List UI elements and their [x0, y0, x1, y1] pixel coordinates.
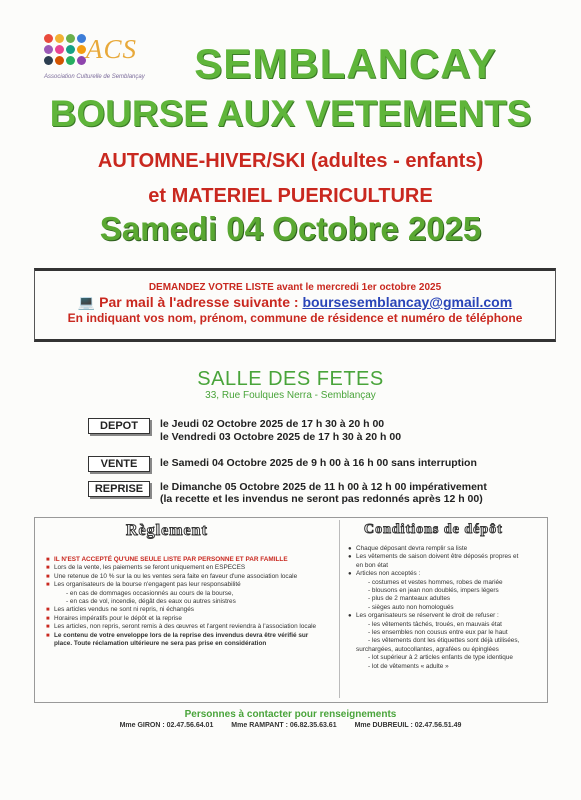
depot-label: DEPOT — [88, 418, 150, 434]
bullet-icon: ■ — [46, 607, 50, 614]
item-text: place. Toute réclamation ultérieure ne sera pas prise en considération — [54, 640, 267, 648]
rule-item — [46, 556, 316, 564]
depot-line-2: le Vendredi 03 Octobre 2025 de 17 h 30 à 20 h 00 — [160, 431, 402, 443]
item-text: - en cas de dommages occasionnés au cours de la bourse, — [66, 589, 234, 597]
reprise-label: REPRISE — [88, 481, 150, 497]
logo-association-name: Association Culturelle de Semblançay — [44, 74, 145, 80]
item-text: - costumes et vestes hommes, robes de mariée — [368, 578, 503, 586]
reprise-line-1: le Dimanche 05 Octobre 2025 de 11 h 00 à 12 h 00 impérativement — [160, 481, 487, 493]
logo-acs: ACS — [86, 34, 138, 64]
contact-person: Mme RAMPANT : 06.82.35.63.61 — [231, 722, 337, 729]
item-text: Horaires impératifs pour le dépôt et la reprise — [54, 614, 182, 622]
condition-item — [356, 621, 519, 629]
item-text: Les vêtements de saison doivent être déposés propres et — [356, 553, 519, 561]
computer-icon: 💻 — [77, 294, 96, 310]
item-text: Articles non acceptés : — [356, 570, 421, 578]
item-text: Chaque déposant devra remplir sa liste — [356, 545, 468, 552]
rule-item — [54, 640, 316, 648]
condition-item — [348, 612, 519, 620]
contact-person: Mme GIRON : 02.47.56.64.01 — [119, 722, 214, 729]
condition-item — [356, 595, 519, 603]
rule-item — [54, 590, 316, 598]
item-text: - les ensembles non cousus entre eux par le haut — [368, 629, 508, 637]
request-deadline: DEMANDEZ VOTRE LISTE avant le mercredi 1er octobre 2025 — [148, 282, 442, 293]
condition-item — [356, 587, 519, 595]
item-text: Lors de la vente, les paiements se feront uniquement en ESPECES — [54, 564, 246, 572]
reglement-list — [46, 556, 317, 648]
item-text: - en cas de vol, incendie, dégât des eaux ou autres sinistres — [66, 598, 236, 606]
venue-name: SALLE DES FETES — [197, 368, 384, 390]
rule-item — [54, 598, 316, 606]
event-title: BOURSE AUX VETEMENTS — [49, 93, 532, 134]
condition-item — [356, 654, 519, 662]
condition-item — [356, 637, 519, 645]
request-instructions: En indiquant vos nom, prénom, commune de résidence et numéro de téléphone — [67, 311, 523, 325]
item-text: Les organisateurs se réservent le droit de refuser : — [356, 612, 499, 620]
condition-item — [348, 553, 519, 561]
extra-subtitle: et MATERIEL PUERICULTURE — [148, 185, 433, 207]
rule-item — [46, 572, 316, 581]
item-text: - les vêtements dont les étiquettes sont déjà utilisées, — [368, 637, 520, 645]
bullet-icon: ■ — [46, 582, 50, 589]
conditions-title: Conditions de dépôt — [364, 522, 503, 537]
bullet-icon: ■ — [46, 632, 50, 639]
item-text: - lot de vêtements « adulte » — [368, 662, 449, 670]
condition-item — [356, 646, 519, 654]
vente-line: le Samedi 04 Octobre 2025 de 9 h 00 à 16 h 00 sans interruption — [160, 457, 477, 469]
town-title: SEMBLANCAY — [194, 40, 497, 87]
conditions-list — [348, 545, 520, 671]
bullet-icon: ■ — [46, 565, 50, 572]
request-email-line — [34, 294, 556, 311]
contacts-list — [0, 722, 581, 729]
item-text: - lot supérieur à 2 articles enfants de type identique — [368, 654, 513, 662]
item-text: Les articles, non repris, seront remis à des œuvres et l'argent reviendra à l'association locale — [54, 623, 317, 631]
email-link[interactable]: boursesemblancay@gmail.com — [302, 294, 513, 310]
condition-item — [356, 604, 519, 612]
bullet-icon: ● — [348, 613, 352, 620]
item-text: - sièges auto non homologués — [368, 603, 454, 611]
bullet-icon: ■ — [46, 557, 50, 563]
panel-divider — [339, 520, 340, 698]
rule-item — [46, 631, 316, 640]
condition-item — [356, 629, 519, 637]
item-text: surchargées, autocollantes, agrafées ou épinglées — [356, 645, 499, 653]
item-text: IL N'EST ACCEPTÉ QU'UNE SEULE LISTE PAR PERSONNE ET PAR FAMILLE — [54, 556, 288, 563]
rule-item — [46, 614, 316, 623]
reglement-title: Règlement — [126, 522, 208, 539]
rule-item — [46, 581, 316, 589]
item-text: - plus de 2 manteaux adultes — [368, 595, 451, 603]
reprise-line-2: (la recette et les invendus ne seront pas redonnés après 12 h 00) — [160, 493, 483, 505]
bullet-icon: ■ — [46, 573, 50, 580]
depot-line-1: le Jeudi 02 Octobre 2025 de 17 h 30 à 20 h 00 — [160, 418, 385, 430]
bullet-icon: ■ — [46, 615, 50, 622]
request-email-prefix: Par mail à l'adresse suivante : — [99, 294, 303, 310]
contact-person: Mme DUBREUIL : 02.47.56.51.49 — [354, 722, 462, 729]
condition-item — [356, 579, 519, 587]
item-text: Les articles vendus ne sont ni repris, ni échangés — [54, 606, 194, 614]
venue-address: 33, Rue Foulques Nerra - Semblançay — [205, 390, 376, 401]
item-text: en bon état — [356, 561, 388, 569]
item-text: - les vêtements tâchés, troués, en mauvais état — [368, 620, 502, 628]
vente-label: VENTE — [88, 456, 150, 472]
condition-item — [356, 663, 519, 671]
rule-item — [46, 564, 316, 572]
bullet-icon: ● — [348, 571, 352, 578]
condition-item — [348, 570, 519, 578]
bullet-icon: ■ — [46, 624, 50, 631]
item-text: Une retenue de 10 % sur la ou les ventes sera faite en faveur d'une association locale — [54, 572, 298, 580]
item-text: Les organisateurs de la bourse n'engagent pas leur responsabilité — [54, 581, 241, 589]
contacts-title: Personnes à contacter pour renseignements — [184, 709, 397, 720]
condition-item — [356, 562, 519, 570]
condition-item — [348, 545, 519, 553]
bullet-icon: ● — [348, 546, 352, 552]
rule-item — [46, 623, 317, 631]
item-text: - blousons en jean non doublés, impers légers — [368, 587, 499, 595]
season-subtitle: AUTOMNE-HIVER/SKI (adultes - enfants) — [97, 150, 484, 172]
item-text: Le contenu de votre enveloppe lors de la reprise des invendus devra être vérifié sur — [54, 631, 309, 639]
rule-item — [46, 606, 316, 614]
bullet-icon: ● — [348, 554, 352, 561]
event-date: Samedi 04 Octobre 2025 — [99, 210, 482, 247]
